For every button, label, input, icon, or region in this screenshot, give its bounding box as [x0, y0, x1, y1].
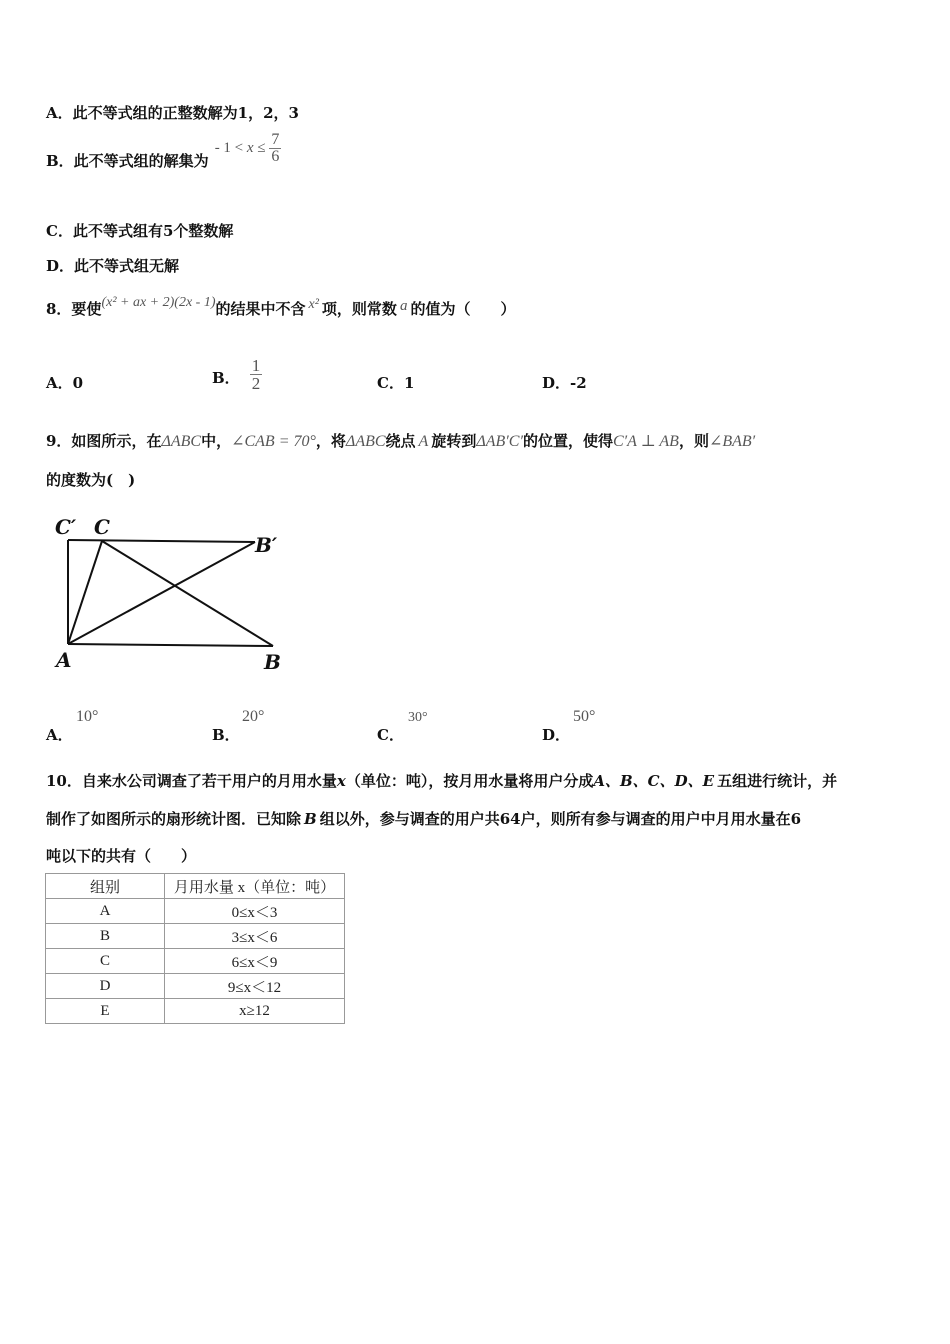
q10-group-table [45, 873, 345, 1024]
table-cell-group: A [46, 899, 165, 924]
q7-fraction [269, 132, 281, 165]
q7-option-b-math [215, 132, 282, 165]
q10-l2c: 组以外，参与调查的用户共64户，则所有参与调查的用户中月用水量在6 [319, 810, 802, 828]
label-a: A [56, 648, 72, 672]
label-c: C [94, 515, 110, 539]
q7-option-b [46, 130, 281, 182]
q7-frac-den: 6 [271, 147, 280, 165]
q9-p2: 中， [201, 432, 232, 450]
q7-frac-num: 7 [271, 130, 280, 148]
q8-term: x² [308, 297, 319, 312]
label-c-prime: C′ [55, 515, 77, 539]
q10-l1groups: A、B、C、D、E [593, 772, 715, 790]
table-row [46, 949, 345, 974]
q8-const: a [399, 298, 408, 314]
q8-option-d [542, 372, 587, 393]
table-row [46, 999, 345, 1024]
q9-option-a-label: A． [46, 726, 73, 744]
q9-option-c-value: 30° [408, 710, 428, 725]
table-cell-range: x≥12 [165, 999, 345, 1024]
table-cell-range: 3≤x＜6 [165, 924, 345, 949]
table-cell-range: 6≤x＜9 [165, 949, 345, 974]
q9-stem-line2: 的度数为( ) [46, 471, 136, 489]
table-header-group: 组别 [46, 874, 165, 899]
q10-l1a: 10．自来水公司调查了若干用户的月用水量 [46, 772, 337, 790]
q10-stem-line3: 吨以下的共有（ ） [46, 847, 197, 865]
line-c-prime-b-prime [68, 540, 255, 542]
q9-m6: C′A ⊥ AB [612, 433, 679, 450]
q9-m2: ∠CAB = 70° [231, 433, 316, 450]
label-b-prime: B′ [255, 533, 278, 557]
table-row [46, 924, 345, 949]
table-cell-range: 0≤x＜3 [165, 899, 345, 924]
q8-frac-num: 1 [251, 356, 261, 375]
q8-stem [46, 295, 516, 319]
q8-mid: 的结果中不含 [215, 300, 306, 318]
q9-p4: 绕点 [385, 432, 416, 450]
table-row [46, 974, 345, 999]
q8-option-b-label: B． [212, 369, 240, 387]
q9-option-b-value: 20° [242, 708, 265, 725]
q9-option-c-label: C． [377, 726, 404, 744]
q10-l2b: B [304, 810, 317, 828]
q9-m5: ΔAB′C′ [476, 433, 523, 450]
q8-end: 的值为（ ） [410, 300, 516, 318]
q9-m1: ΔABC [161, 433, 202, 450]
q8-option-c-label: C． [377, 374, 404, 392]
q8-option-b-fraction [250, 357, 263, 392]
q7-math-prefix: - 1 < [214, 139, 244, 156]
q10-l1x: x [336, 772, 346, 790]
q9-p6: 的位置，使得 [522, 432, 613, 450]
table-header-usage: 月用水量 x（单位：吨） [165, 874, 345, 899]
q8-option-d-value: -2 [570, 374, 587, 392]
q8-expression: (x² + ax + 2)(2x - 1) [101, 295, 216, 310]
table-cell-group: D [46, 974, 165, 999]
q7-math-var: x [246, 139, 254, 156]
q9-m3: ΔABC [345, 433, 386, 450]
q8-option-a [46, 372, 83, 393]
q8-option-a-value: 0 [72, 374, 84, 392]
q10-l1b: （单位：吨），按月用水量将用户分成 [345, 772, 594, 790]
q8-prefix: 8．要使 [46, 300, 102, 318]
line-a-b [68, 644, 273, 646]
q9-option-b-label: B． [212, 726, 240, 744]
table-header-row [46, 874, 345, 899]
q8-option-d-label: D． [542, 374, 571, 392]
q9-option-d-value: 50° [573, 708, 596, 725]
q8-option-b [212, 346, 262, 392]
q8-option-a-label: A． [46, 374, 73, 392]
table-cell-group: B [46, 924, 165, 949]
q10-l2a: 制作了如图所示的扇形统计图．已知除 [46, 810, 302, 828]
q10-stem-line2 [46, 808, 801, 829]
q9-p7: ，则 [678, 432, 709, 450]
table-cell-group: E [46, 999, 165, 1024]
line-c-b [102, 541, 273, 646]
q8-frac-den: 2 [251, 374, 261, 393]
q9-p3: ，将 [315, 432, 346, 450]
label-b: B [264, 650, 281, 674]
q9-m4: A [418, 433, 429, 450]
q9-p1: 9．如图所示，在 [46, 432, 162, 450]
q8-mid2: 项，则常数 [321, 300, 397, 318]
q9-option-a-value: 10° [76, 708, 99, 725]
q8-option-c-value: 1 [403, 374, 415, 392]
q7-option-d: D．此不等式组无解 [46, 257, 180, 275]
q7-option-c: C．此不等式组有5个整数解 [46, 222, 234, 240]
q8-option-c [377, 372, 414, 393]
q9-figure [50, 512, 290, 677]
q7-option-b-label: B．此不等式组的解集为 [46, 151, 209, 170]
q7-option-a: A．此不等式组的正整数解为1，2，3 [46, 104, 299, 122]
q9-stem-line1 [46, 430, 755, 451]
table-row [46, 899, 345, 924]
q7-math-rel: ≤ [257, 139, 266, 156]
q9-option-d-label: D． [542, 726, 571, 744]
q9-p5: 旋转到 [431, 432, 477, 450]
table-cell-range: 9≤x＜12 [165, 974, 345, 999]
q9-m7: ∠BAB′ [708, 433, 756, 450]
q10-stem-line1 [46, 770, 837, 791]
table-cell-group: C [46, 949, 165, 974]
q10-l1c: 五组进行统计，并 [717, 772, 838, 790]
